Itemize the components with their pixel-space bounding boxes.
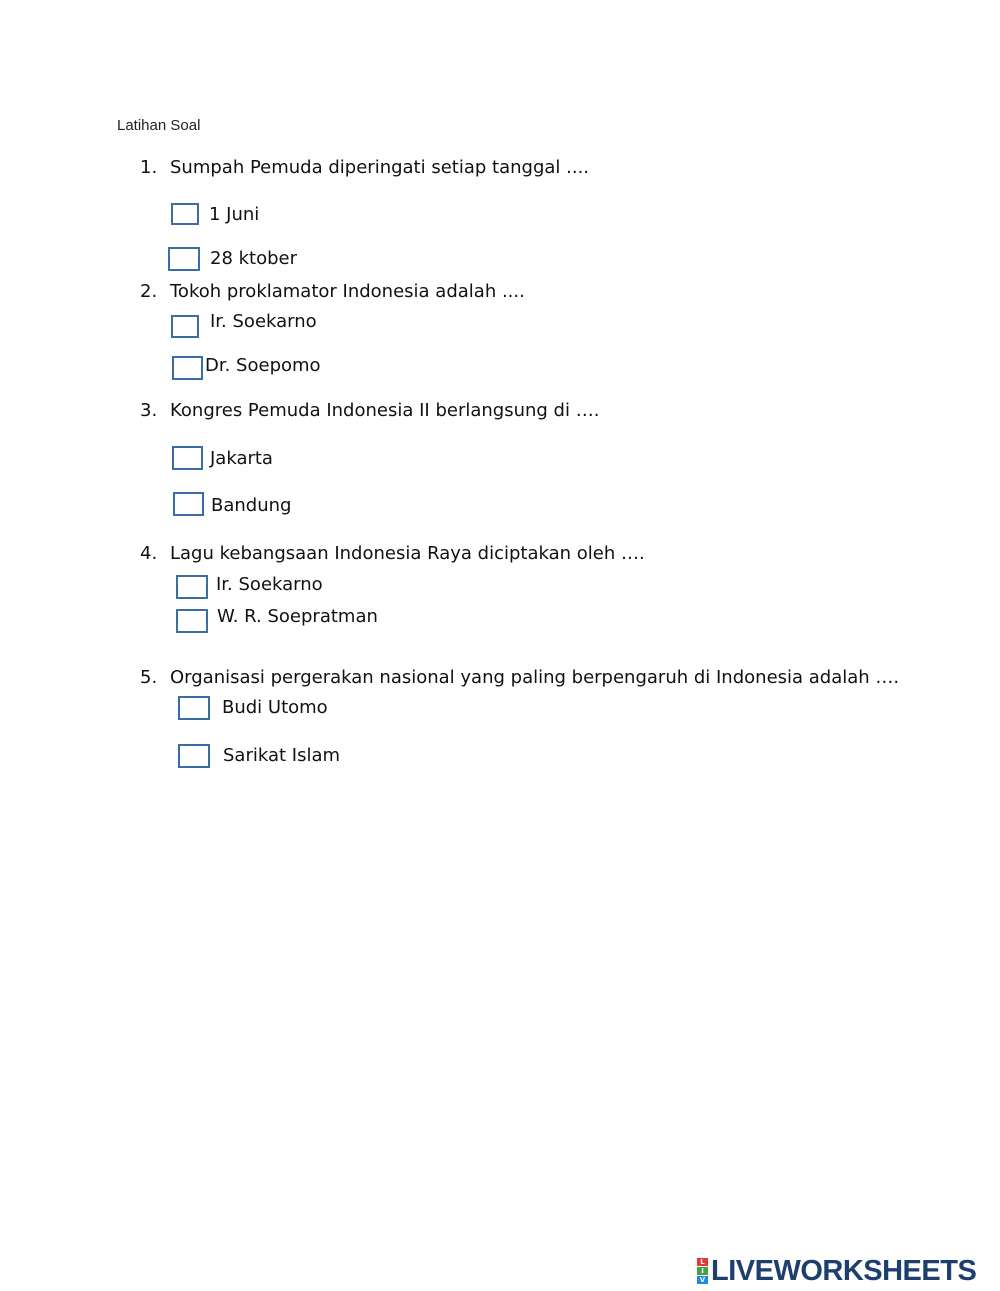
answer-option-label: W. R. Soepratman	[217, 606, 378, 627]
liveworksheets-logo[interactable]	[697, 1254, 976, 1288]
question-number: 3.	[140, 400, 158, 421]
answer-checkbox[interactable]	[168, 247, 200, 271]
question-number: 2.	[140, 281, 158, 302]
answer-checkbox[interactable]	[172, 356, 203, 380]
question-number: 4.	[140, 543, 158, 564]
answer-option-label: Budi Utomo	[222, 697, 328, 718]
question-number: 5.	[140, 667, 158, 688]
answer-option-label: 28 ktober	[210, 248, 298, 269]
live-letter-l: L	[697, 1258, 708, 1266]
answer-checkbox[interactable]	[178, 744, 210, 768]
answer-option-label: Bandung	[211, 495, 292, 516]
answer-option-label: 1 Juni	[209, 204, 260, 225]
answer-checkbox[interactable]	[176, 609, 208, 633]
question-2	[140, 281, 525, 302]
question-4	[140, 543, 645, 564]
answer-option-label: Dr. Soepomo	[205, 355, 321, 376]
answer-option-label: Ir. Soekarno	[216, 574, 323, 595]
answer-checkbox[interactable]	[176, 575, 208, 599]
answer-option-label: Ir. Soekarno	[210, 311, 317, 332]
answer-checkbox[interactable]	[178, 696, 210, 720]
answer-checkbox[interactable]	[171, 203, 199, 225]
question-text: Lagu kebangsaan Indonesia Raya diciptakan oleh ….	[170, 543, 645, 564]
question-number: 1.	[140, 157, 158, 178]
live-letter-i: I	[697, 1267, 708, 1275]
question-text: Kongres Pemuda Indonesia II berlangsung di ….	[170, 400, 600, 421]
answer-option-label: Jakarta	[210, 448, 273, 469]
live-icon	[697, 1258, 708, 1284]
page-heading: Latihan Soal	[117, 117, 201, 134]
question-1	[140, 157, 589, 178]
answer-checkbox[interactable]	[172, 446, 203, 470]
answer-checkbox[interactable]	[173, 492, 204, 516]
live-letter-v: V	[697, 1276, 708, 1284]
question-text: Tokoh proklamator Indonesia adalah ....	[170, 281, 525, 302]
question-3	[140, 400, 599, 421]
question-text: Organisasi pergerakan nasional yang paling berpengaruh di Indonesia adalah ….	[170, 667, 900, 688]
question-text: Sumpah Pemuda diperingati setiap tanggal ....	[170, 157, 590, 178]
answer-option-label: Sarikat Islam	[223, 745, 341, 766]
question-5	[140, 667, 899, 688]
answer-checkbox[interactable]	[171, 315, 199, 338]
brand-name: LIVEWORKSHEETS	[711, 1254, 977, 1287]
